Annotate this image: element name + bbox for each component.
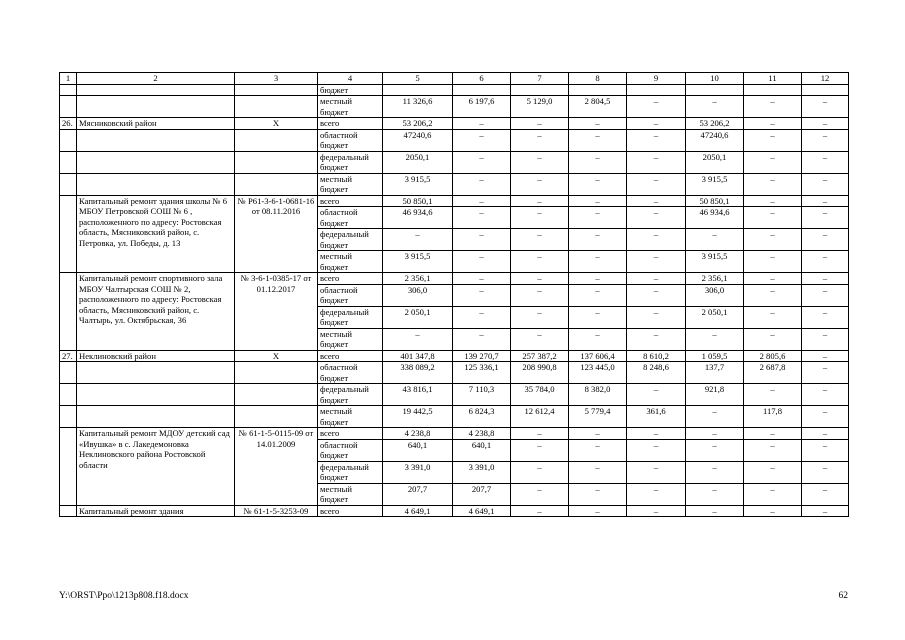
document-number [235,129,318,151]
funding-source: местный бюджет [318,328,383,350]
amount-cell: 4 649,1 [383,505,453,517]
amount-cell: 640,1 [383,439,453,461]
object-name: Капитальный ремонт МДОУ детский сад «Ивушка» в с. Лакедемоновка Неклиновского района Ростовской области [77,428,235,506]
row-number: 27. [60,350,77,362]
funding-source: местный бюджет [318,173,383,195]
amount-cell: – [511,306,569,328]
amount-cell: – [802,195,849,207]
column-number: 3 [235,73,318,85]
table-row [60,96,849,118]
document-number [235,384,318,406]
funding-source: всего [318,118,383,130]
document-number: № 61-1-5-0115-09 от 14.01.2009 [235,428,318,506]
funding-source: местный бюджет [318,406,383,428]
amount-cell: – [511,284,569,306]
amount-cell: – [511,118,569,130]
amount-cell: – [627,118,686,130]
amount-cell: – [802,96,849,118]
document-number [235,173,318,195]
document-number [235,406,318,428]
amount-cell: 2 356,1 [383,273,453,285]
amount-cell: – [383,229,453,251]
page-number: 62 [838,591,848,601]
amount-cell: 8 248,6 [627,362,686,384]
amount-cell: – [744,229,802,251]
amount-cell: – [744,173,802,195]
amount-cell: – [802,151,849,173]
document-number: № 3-6-1-0385-17 от 01.12.2017 [235,273,318,351]
amount-cell: – [511,229,569,251]
amount-cell: 50 850,1 [383,195,453,207]
amount-cell: 2050,1 [686,151,744,173]
amount-cell: – [569,129,627,151]
amount-cell: – [453,284,511,306]
column-number: 12 [802,73,849,85]
amount-cell: – [686,461,744,483]
amount-cell: – [802,439,849,461]
amount-cell: – [511,251,569,273]
amount-cell: 8 610,2 [627,350,686,362]
amount-cell: – [686,229,744,251]
amount-cell: – [569,284,627,306]
row-number [60,406,77,428]
column-number-row [60,73,849,85]
object-name: Мясниковский район [77,118,235,130]
table-row [60,173,849,195]
amount-cell: 43 816,1 [383,384,453,406]
amount-cell: – [802,384,849,406]
table-row [60,273,849,285]
table-row [60,84,849,96]
object-name: Неклиновский район [77,350,235,362]
amount-cell: – [686,328,744,350]
amount-cell: 6 824,3 [453,406,511,428]
amount-cell [802,84,849,96]
amount-cell: – [453,129,511,151]
amount-cell: 5 779,4 [569,406,627,428]
amount-cell: – [511,195,569,207]
amount-cell: – [569,207,627,229]
amount-cell: 3 391,0 [453,461,511,483]
funding-source: всего [318,505,383,517]
amount-cell: – [453,229,511,251]
amount-cell: – [686,439,744,461]
amount-cell: – [802,362,849,384]
amount-cell: – [744,129,802,151]
table-row [60,406,849,428]
amount-cell: – [627,384,686,406]
amount-cell: 2 805,6 [744,350,802,362]
amount-cell: – [569,118,627,130]
amount-cell: 47240,6 [383,129,453,151]
amount-cell: – [627,129,686,151]
amount-cell: 8 382,0 [569,384,627,406]
amount-cell: 137,7 [686,362,744,384]
object-name: Капитальный ремонт спортивного зала МБОУ Чалтырская СОШ № 2, расположенного по адресу: Ростовская область, Мясниковский район, с. Чалтырь, ул. Октябрьская, 36 [77,273,235,351]
funding-source: областной бюджет [318,284,383,306]
amount-cell: 7 110,3 [453,384,511,406]
amount-cell: 306,0 [383,284,453,306]
row-number [60,195,77,273]
amount-cell: – [453,306,511,328]
amount-cell [686,84,744,96]
file-path: Y:\ORST\Ppo\1213p808.f18.docx [59,591,189,601]
amount-cell [569,84,627,96]
amount-cell: – [627,505,686,517]
amount-cell: – [686,406,744,428]
amount-cell: 6 197,6 [453,96,511,118]
amount-cell: 139 270,7 [453,350,511,362]
column-number: 2 [77,73,235,85]
amount-cell: 2 050,1 [686,306,744,328]
amount-cell: – [511,173,569,195]
amount-cell: 338 089,2 [383,362,453,384]
amount-cell: 3 391,0 [383,461,453,483]
amount-cell: 3 915,5 [686,251,744,273]
amount-cell: – [627,461,686,483]
amount-cell: – [744,505,802,517]
object-name [77,151,235,173]
funding-source: федеральный бюджет [318,461,383,483]
amount-cell: 46 934,6 [383,207,453,229]
amount-cell: – [453,328,511,350]
amount-cell: – [569,273,627,285]
amount-cell: – [511,273,569,285]
amount-cell: – [802,483,849,505]
amount-cell: 306,0 [686,284,744,306]
amount-cell: – [802,328,849,350]
document-number [235,84,318,96]
amount-cell: 257 387,2 [511,350,569,362]
object-name [77,96,235,118]
amount-cell: 4 238,8 [383,428,453,440]
amount-cell: – [744,428,802,440]
amount-cell: – [627,306,686,328]
column-number: 1 [60,73,77,85]
amount-cell: – [511,328,569,350]
table-row [60,151,849,173]
amount-cell: – [569,151,627,173]
amount-cell: – [744,207,802,229]
amount-cell: – [511,151,569,173]
amount-cell: – [802,505,849,517]
table-row [60,195,849,207]
amount-cell: 46 934,6 [686,207,744,229]
amount-cell: – [511,439,569,461]
amount-cell: – [627,251,686,273]
amount-cell: – [802,350,849,362]
amount-cell: – [627,229,686,251]
object-name [77,84,235,96]
amount-cell: 4 238,8 [453,428,511,440]
object-name [77,362,235,384]
amount-cell: – [453,251,511,273]
amount-cell: 2 356,1 [686,273,744,285]
amount-cell: – [627,151,686,173]
document-number: Х [235,118,318,130]
amount-cell: – [627,96,686,118]
amount-cell: – [511,428,569,440]
amount-cell: 53 206,2 [686,118,744,130]
amount-cell: 3 915,5 [686,173,744,195]
funding-source: областной бюджет [318,129,383,151]
amount-cell: – [627,173,686,195]
amount-cell: 921,8 [686,384,744,406]
amount-cell: – [744,96,802,118]
budget-table [59,72,849,517]
amount-cell: – [744,273,802,285]
amount-cell: – [802,273,849,285]
funding-source: областной бюджет [318,362,383,384]
amount-cell: 50 850,1 [686,195,744,207]
amount-cell: – [802,428,849,440]
column-number: 6 [453,73,511,85]
amount-cell: – [569,505,627,517]
row-number [60,273,77,351]
amount-cell: – [569,483,627,505]
amount-cell: – [744,284,802,306]
amount-cell: 208 990,8 [511,362,569,384]
amount-cell: – [686,428,744,440]
amount-cell: – [744,118,802,130]
funding-source: всего [318,428,383,440]
amount-cell: – [569,439,627,461]
column-number: 5 [383,73,453,85]
funding-source: местный бюджет [318,96,383,118]
amount-cell: 137 606,4 [569,350,627,362]
amount-cell: – [453,273,511,285]
amount-cell: – [453,195,511,207]
amount-cell: – [802,129,849,151]
row-number: 26. [60,118,77,130]
amount-cell: – [627,328,686,350]
object-name [77,406,235,428]
document-number [235,96,318,118]
amount-cell: – [744,384,802,406]
amount-cell: – [627,284,686,306]
amount-cell: – [511,483,569,505]
amount-cell: – [453,173,511,195]
amount-cell [383,84,453,96]
funding-source: областной бюджет [318,207,383,229]
row-number [60,362,77,384]
amount-cell: – [569,428,627,440]
funding-source: местный бюджет [318,251,383,273]
funding-source: областной бюджет [318,439,383,461]
document-number [235,151,318,173]
amount-cell: – [744,439,802,461]
amount-cell [511,84,569,96]
document-number: Х [235,350,318,362]
amount-cell: – [802,207,849,229]
amount-cell: – [802,229,849,251]
amount-cell: 117,8 [744,406,802,428]
object-name [77,129,235,151]
object-name: Капитальный ремонт здания [77,505,235,517]
amount-cell: – [627,195,686,207]
amount-cell: 5 129,0 [511,96,569,118]
amount-cell: – [569,173,627,195]
table-row [60,129,849,151]
amount-cell: 2 804,5 [569,96,627,118]
amount-cell: – [627,273,686,285]
amount-cell: – [802,461,849,483]
amount-cell: – [627,428,686,440]
amount-cell: 19 442,5 [383,406,453,428]
amount-cell: – [686,483,744,505]
amount-cell: – [453,118,511,130]
amount-cell: 53 206,2 [383,118,453,130]
column-number: 10 [686,73,744,85]
document-number [235,362,318,384]
amount-cell: 207,7 [383,483,453,505]
amount-cell: – [569,328,627,350]
table-row [60,384,849,406]
document-number: № 61-1-5-3253-09 [235,505,318,517]
funding-source: всего [318,195,383,207]
row-number [60,505,77,517]
column-number: 7 [511,73,569,85]
amount-cell: – [569,306,627,328]
column-number: 4 [318,73,383,85]
row-number [60,173,77,195]
column-number: 9 [627,73,686,85]
table-row [60,350,849,362]
funding-source: всего [318,273,383,285]
amount-cell: 2 687,8 [744,362,802,384]
funding-source: федеральный бюджет [318,151,383,173]
amount-cell: – [569,229,627,251]
amount-cell: 2 050,1 [383,306,453,328]
amount-cell [453,84,511,96]
amount-cell: – [802,306,849,328]
amount-cell: 207,7 [453,483,511,505]
amount-cell: 11 326,6 [383,96,453,118]
amount-cell: – [627,439,686,461]
amount-cell: 640,1 [453,439,511,461]
amount-cell: 4 649,1 [453,505,511,517]
amount-cell: 125 336,1 [453,362,511,384]
amount-cell: – [627,207,686,229]
amount-cell: 3 915,5 [383,173,453,195]
amount-cell: 3 915,5 [383,251,453,273]
amount-cell: – [569,195,627,207]
amount-cell: – [511,129,569,151]
column-number: 11 [744,73,802,85]
document-number: № Р61-3-6-1-0681-16 от 08.11.2016 [235,195,318,273]
amount-cell: – [453,207,511,229]
amount-cell: – [802,173,849,195]
amount-cell: 361,6 [627,406,686,428]
column-number: 8 [569,73,627,85]
funding-source: всего [318,350,383,362]
amount-cell: – [802,406,849,428]
table-row [60,362,849,384]
amount-cell: – [802,251,849,273]
amount-cell: – [744,151,802,173]
row-number [60,428,77,506]
amount-cell: – [383,328,453,350]
object-name [77,384,235,406]
funding-source: местный бюджет [318,483,383,505]
amount-cell: – [744,306,802,328]
amount-cell: – [686,505,744,517]
row-number [60,84,77,96]
row-number [60,151,77,173]
amount-cell [744,84,802,96]
amount-cell: – [744,195,802,207]
row-number [60,384,77,406]
amount-cell: – [802,284,849,306]
amount-cell: – [744,251,802,273]
amount-cell: 47240,6 [686,129,744,151]
row-number [60,129,77,151]
amount-cell: 1 059,5 [686,350,744,362]
amount-cell: 123 445,0 [569,362,627,384]
amount-cell: – [511,505,569,517]
amount-cell: 12 612,4 [511,406,569,428]
funding-source: федеральный бюджет [318,384,383,406]
amount-cell: 2050,1 [383,151,453,173]
funding-source: федеральный бюджет [318,229,383,251]
amount-cell: – [511,207,569,229]
row-number [60,96,77,118]
amount-cell: 401 347,8 [383,350,453,362]
table-row [60,118,849,130]
table-row [60,428,849,440]
amount-cell: – [744,461,802,483]
funding-source: бюджет [318,84,383,96]
object-name [77,173,235,195]
funding-source: федеральный бюджет [318,306,383,328]
amount-cell: – [569,461,627,483]
object-name: Капитальный ремонт здания школы № 6 МБОУ Петровской СОШ № 6 , расположенного по адресу: Ростовская область, Мясниковский район, с. Петровка, ул. Победы, д. 13 [77,195,235,273]
amount-cell: – [627,483,686,505]
amount-cell: – [511,461,569,483]
amount-cell: – [744,483,802,505]
amount-cell: – [744,328,802,350]
amount-cell: – [802,118,849,130]
amount-cell: – [453,151,511,173]
table-row [60,505,849,517]
amount-cell: – [686,96,744,118]
amount-cell [627,84,686,96]
amount-cell: – [569,251,627,273]
amount-cell: 35 784,0 [511,384,569,406]
